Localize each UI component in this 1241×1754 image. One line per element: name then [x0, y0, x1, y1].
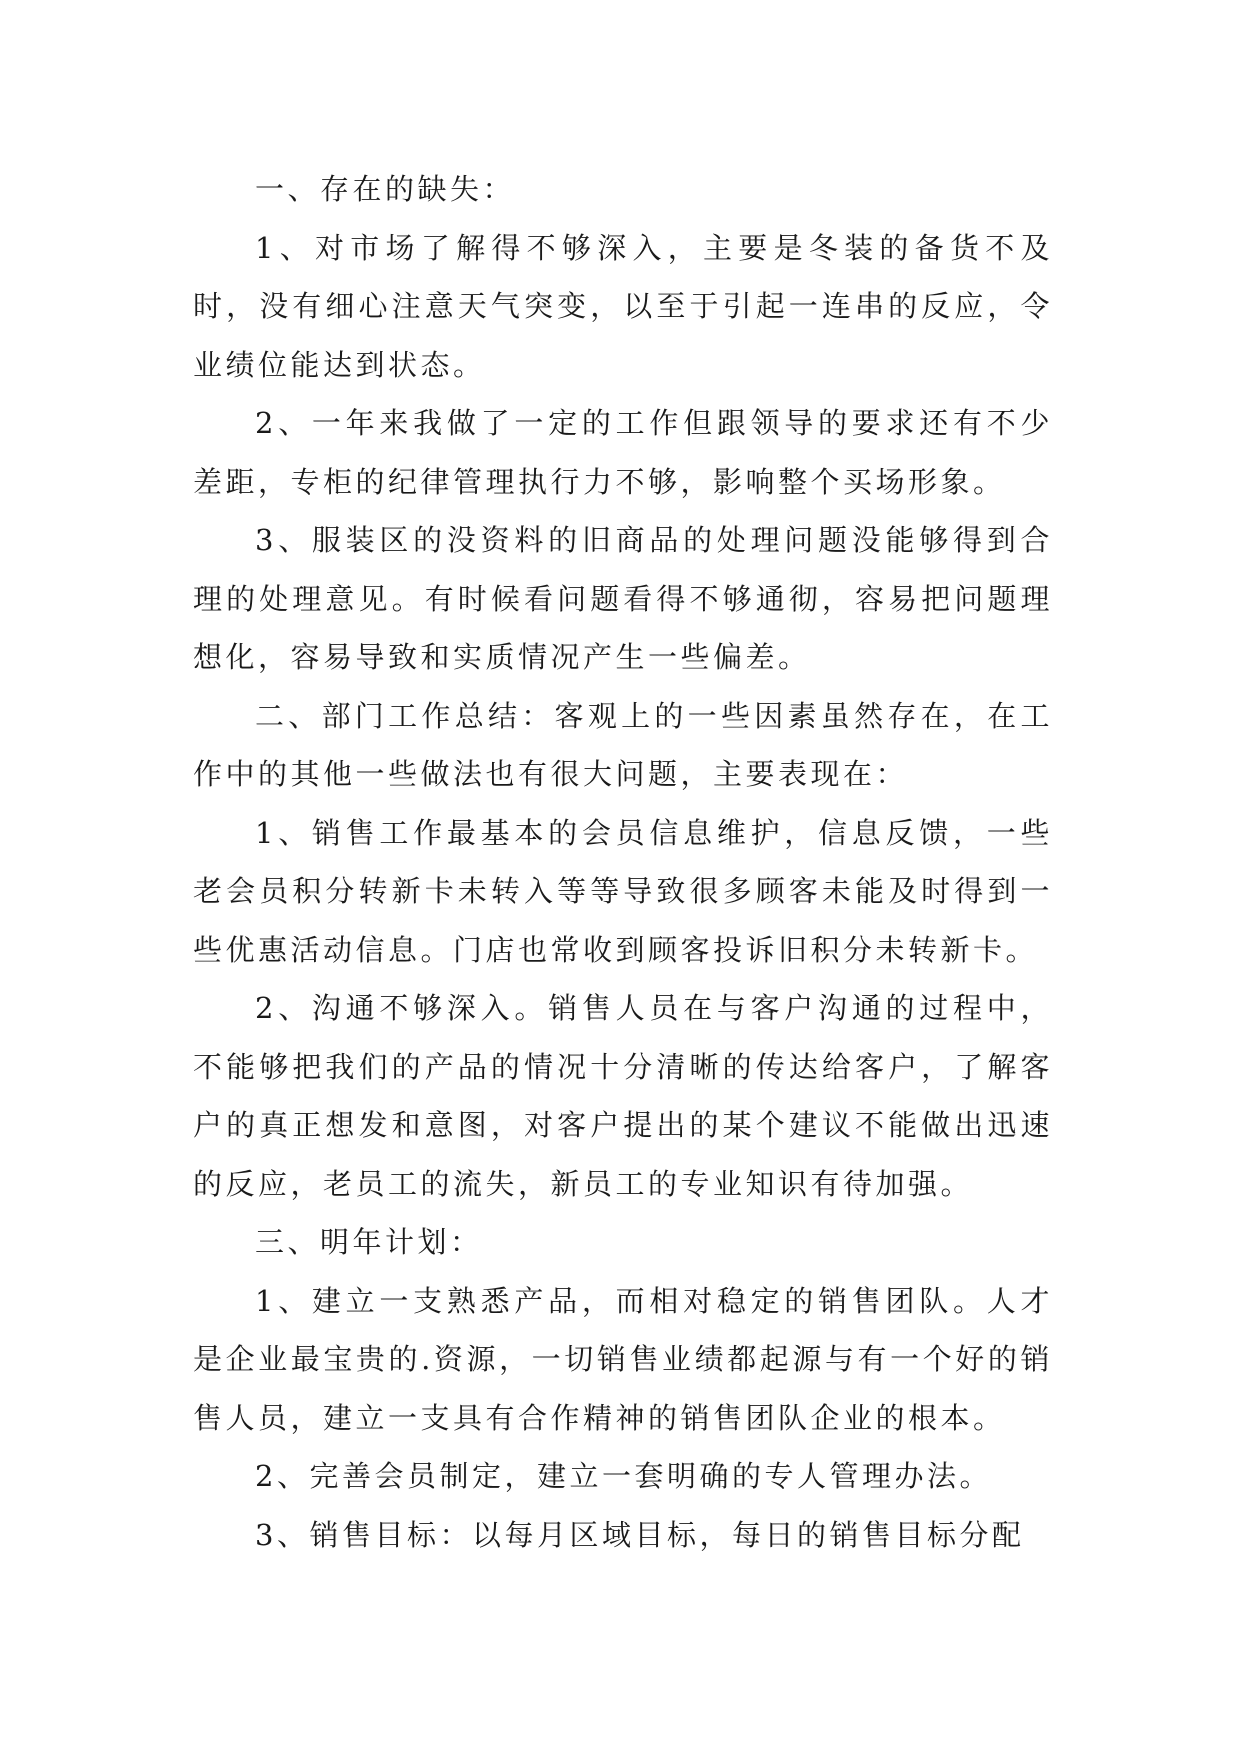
paragraph: 2、完善会员制定，建立一套明确的专人管理办法。: [255, 1459, 992, 1493]
paragraph: 1、销售工作最基本的会员信息维护，信息反馈，一些老会员积分转新卡未转入等等导致很多顾客未能及时得到一些优惠活动信息。门店也常收到顾客投诉旧积分未转新卡。: [193, 815, 1053, 967]
paragraph: 1、对市场了解得不够深入，主要是冬装的备货不及时，没有细心注意天气突变，以至于引起一连串的反应，令业绩位能达到状态。: [193, 230, 1053, 382]
paragraph: 1、建立一支熟悉产品，而相对稳定的销售团队。人才是企业最宝贵的.资源，一切销售业绩都起源与有一个好的销售人员，建立一支具有合作精神的销售团队企业的根本。: [193, 1283, 1053, 1435]
paragraph: 3、销售目标：以每月区域目标，每日的销售目标分配: [255, 1517, 1025, 1552]
section-heading-shortcomings: 一、存在的缺失：: [255, 172, 516, 206]
paragraph: 3、服装区的没资料的旧商品的处理问题没能够得到合理的处理意见。有时候看问题看得不够通彻，容易把问题理想化，容易导致和实质情况产生一些偏差。: [193, 523, 1053, 674]
document-body: [193, 160, 1053, 1564]
section-heading-department-summary: 二、部门工作总结：客观上的一些因素虽然存在，在工作中的其他一些做法也有很大问题，主要表现在：: [193, 698, 1053, 791]
paragraph: 2、一年来我做了一定的工作但跟领导的要求还有不少差距，专柜的纪律管理执行力不够，影响整个买场形象。: [193, 406, 1053, 499]
section-heading-next-year-plan: 三、明年计划：: [255, 1225, 483, 1259]
paragraph: 2、沟通不够深入。销售人员在与客户沟通的过程中，不能够把我们的产品的情况十分清晰的传达给客户，了解客户的真正想发和意图，对客户提出的某个建议不能做出迅速的反应，老员工的流失，新员工的专业知识有待加强。: [193, 991, 1053, 1201]
